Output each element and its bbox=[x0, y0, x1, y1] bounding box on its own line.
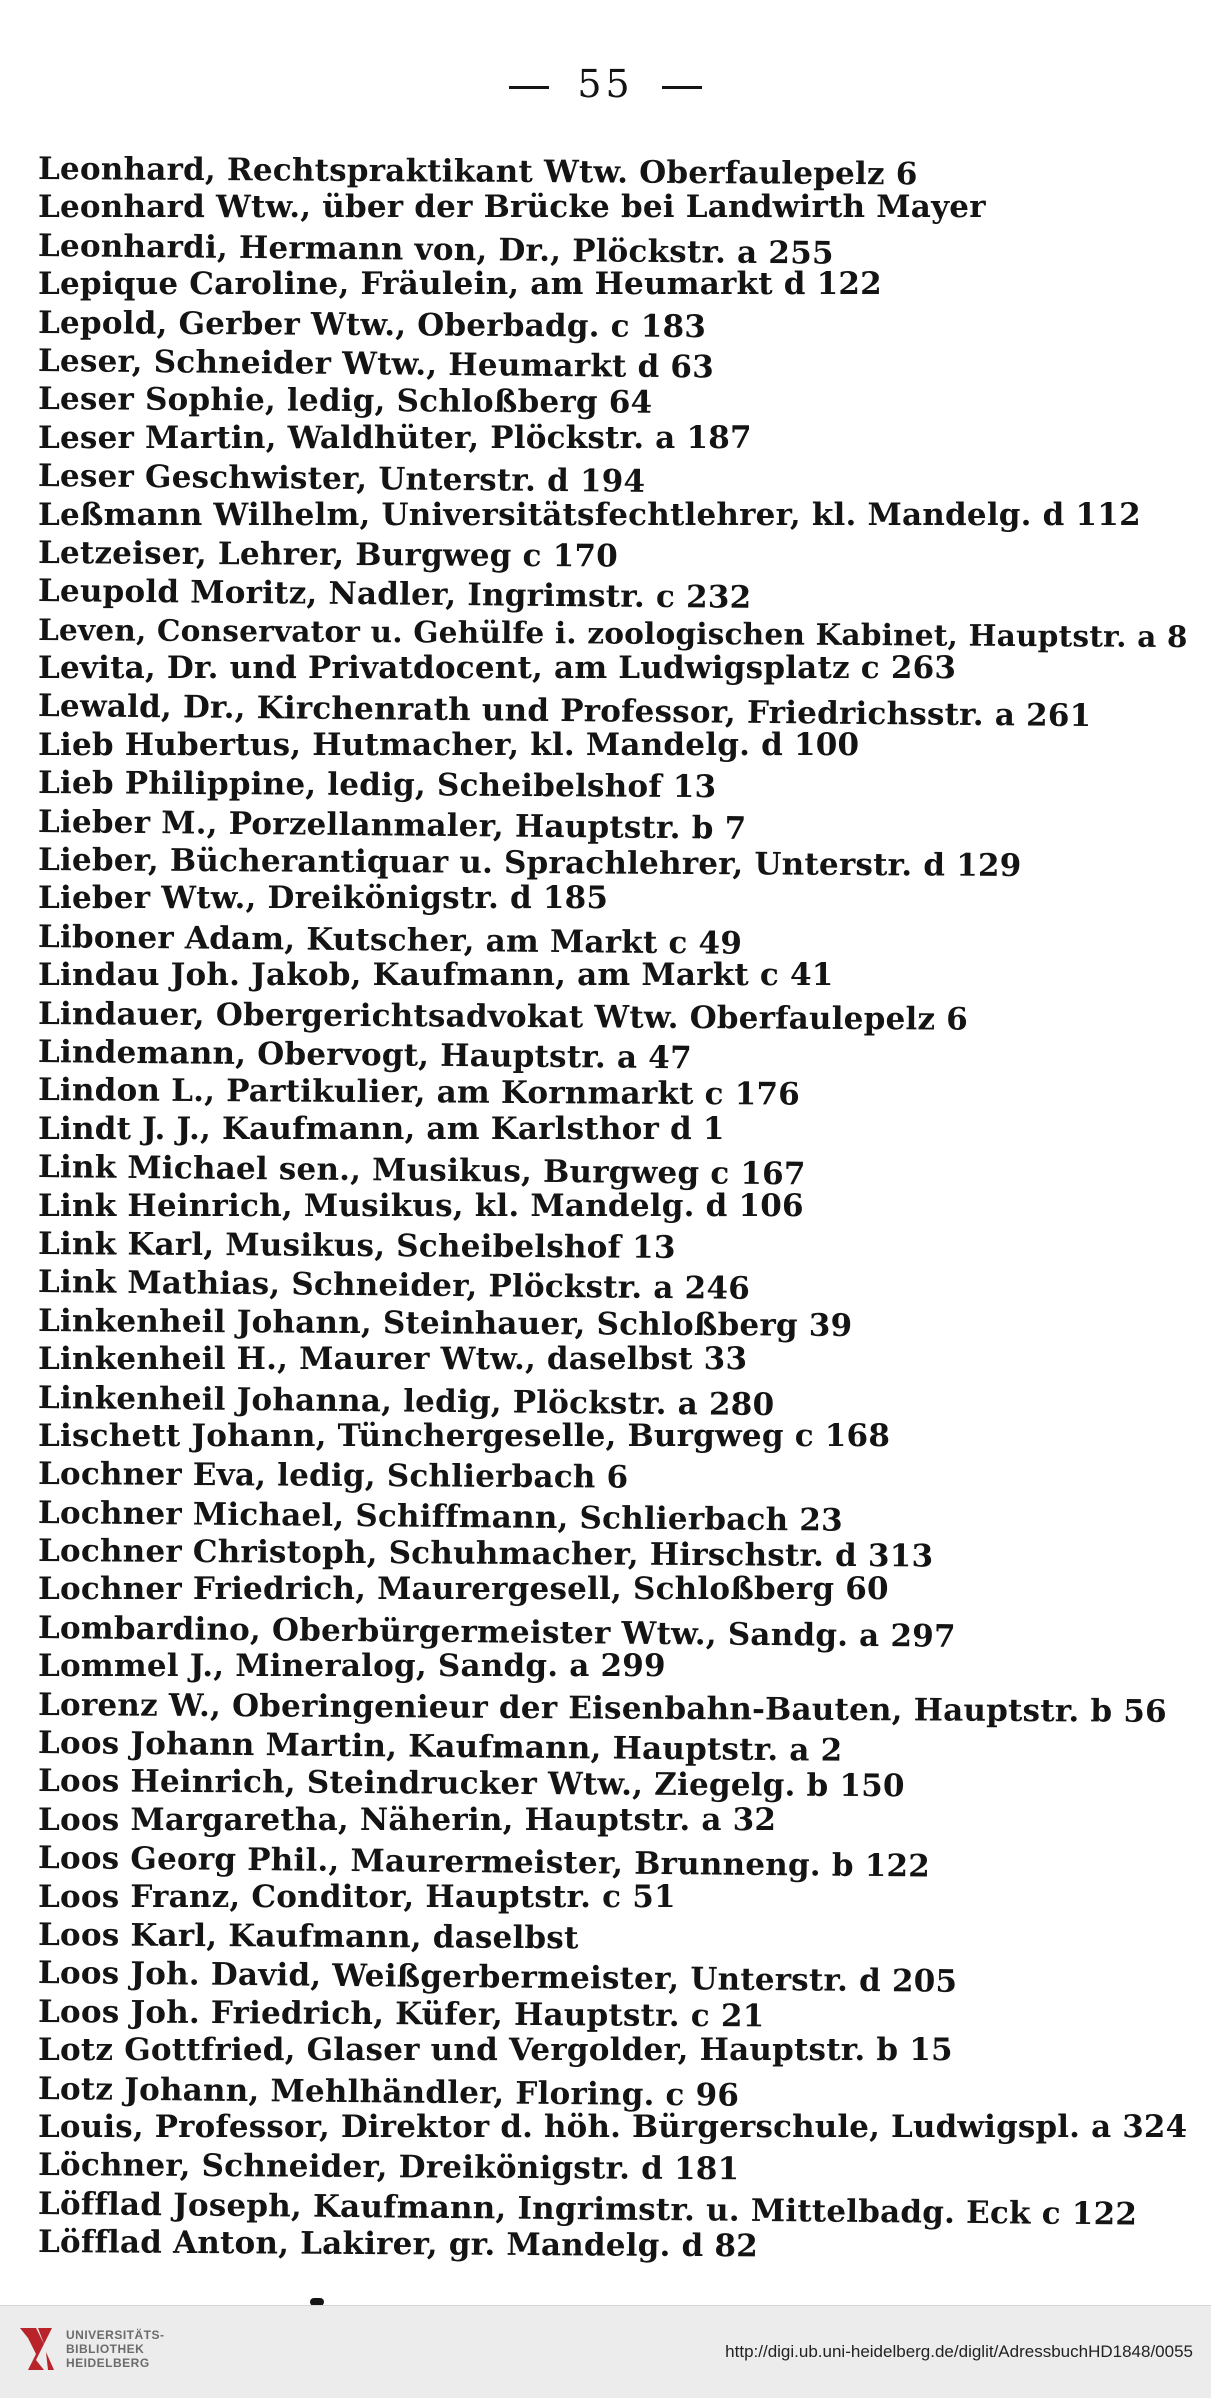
directory-entry: Löfflad Anton, Lakirer, gr. Mandelg. d 82 bbox=[37, 2224, 759, 2265]
directory-entry: Lepique Caroline, Fräulein, am Heumarkt d 122 bbox=[38, 266, 882, 303]
directory-entry: Leonhard, Rechtspraktikant Wtw. Oberfaulepelz 6 bbox=[37, 151, 918, 193]
directory-entry: Lochner Michael, Schiffmann, Schlierbach 23 bbox=[37, 1494, 844, 1539]
directory-entry: Leonhardi, Hermann von, Dr., Plöckstr. a 255 bbox=[37, 227, 834, 272]
directory-entry: Linkenheil Johann, Steinhauer, Schloßberg 39 bbox=[37, 1302, 853, 1344]
directory-entry: Leupold Moritz, Nadler, Ingrimstr. c 232 bbox=[37, 573, 752, 617]
directory-entry: Leven, Conservator u. Gehülfe i. zoologischen Kabinet, Hauptstr. a 8 bbox=[37, 611, 1188, 654]
directory-entry: Link Michael sen., Musikus, Burgweg c 167 bbox=[37, 1149, 806, 1193]
directory-entry: Letzeiser, Lehrer, Burgweg c 170 bbox=[37, 534, 619, 575]
directory-entry: Leßmann Wilhelm, Universitätsfechtlehrer, kl. Mandelg. d 112 bbox=[38, 496, 1141, 533]
directory-entry: Lochner Christoph, Schuhmacher, Hirschstr. d 313 bbox=[37, 1533, 934, 1575]
directory-entry: Link Karl, Musikus, Scheibelshof 13 bbox=[37, 1225, 676, 1266]
directory-entry-list bbox=[37, 150, 1188, 2265]
directory-entry: Lorenz W., Oberingenieur der Eisenbahn-Bauten, Hauptstr. b 56 bbox=[37, 1686, 1167, 1730]
directory-entry: Lieb Hubertus, Hutmacher, kl. Mandelg. d 100 bbox=[38, 726, 860, 763]
directory-entry: Lindt J. J., Kaufmann, am Karlsthor d 1 bbox=[38, 1110, 725, 1147]
directory-entry: Loos Margaretha, Näherin, Hauptstr. a 32 bbox=[38, 1801, 777, 1838]
directory-entry: Leser Martin, Waldhüter, Plöckstr. a 187 bbox=[38, 419, 752, 456]
directory-entry: Lochner Friedrich, Maurergesell, Schloßberg 60 bbox=[38, 1571, 889, 1608]
directory-entry: Lewald, Dr., Kirchenrath und Professor, Friedrichsstr. a 261 bbox=[37, 688, 1092, 735]
library-name bbox=[66, 2328, 165, 2370]
library-name-line-1: UNIVERSITÄTS- bbox=[66, 2328, 165, 2342]
directory-entry: Lepold, Gerber Wtw., Oberbadg. c 183 bbox=[37, 304, 707, 345]
directory-entry: Loos Karl, Kaufmann, daselbst bbox=[37, 1916, 579, 1957]
university-library-logo-icon bbox=[14, 2324, 58, 2374]
directory-entry: Lindau Joh. Jakob, Kaufmann, am Markt c 41 bbox=[38, 957, 834, 994]
directory-entry: Levita, Dr. und Privatdocent, am Ludwigsplatz c 263 bbox=[38, 650, 957, 687]
directory-entry: Loos Heinrich, Steindrucker Wtw., Ziegelg. b 150 bbox=[37, 1763, 905, 1805]
directory-entry: Lindemann, Obervogt, Hauptstr. a 47 bbox=[37, 1033, 692, 1077]
header-dash-left bbox=[509, 86, 549, 89]
directory-entry: Lindon L., Partikulier, am Kornmarkt c 176 bbox=[37, 1072, 801, 1114]
directory-entry: Lotz Gottfried, Glaser und Vergolder, Hauptstr. b 15 bbox=[38, 2032, 953, 2069]
directory-entry: Leser Geschwister, Unterstr. d 194 bbox=[37, 458, 646, 500]
directory-entry: Lieb Philippine, ledig, Scheibelshof 13 bbox=[37, 765, 717, 806]
library-name-line-3: HEIDELBERG bbox=[66, 2356, 150, 2370]
directory-entry: Loos Georg Phil., Maurermeister, Brunneng. b 122 bbox=[37, 1840, 931, 1885]
directory-entry: Lieber M., Porzellanmaler, Hauptstr. b 7 bbox=[37, 803, 747, 847]
directory-entry: Linkenheil H., Maurer Wtw., daselbst 33 bbox=[38, 1341, 748, 1378]
directory-entry: Linkenheil Johanna, ledig, Plöckstr. a 280 bbox=[37, 1379, 775, 1423]
directory-entry: Leser Sophie, ledig, Schloßberg 64 bbox=[37, 381, 653, 422]
directory-entry: Loos Johann Martin, Kaufmann, Hauptstr. a 2 bbox=[37, 1725, 843, 1769]
footer-bar bbox=[0, 2305, 1211, 2398]
directory-entry: Louis, Professor, Direktor d. höh. Bürgerschule, Ludwigspl. a 324 bbox=[38, 2108, 1188, 2145]
source-url[interactable]: http://digi.ub.uni-heidelberg.de/diglit/AdressbuchHD1848/0055 bbox=[725, 2342, 1193, 2361]
directory-entry: Liboner Adam, Kutscher, am Markt c 49 bbox=[37, 918, 743, 962]
directory-entry: Lombardino, Oberbürgermeister Wtw., Sandg. a 297 bbox=[37, 1609, 956, 1655]
directory-entry: Löfflad Joseph, Kaufmann, Ingrimstr. u. Mittelbadg. Eck c 122 bbox=[37, 2185, 1138, 2233]
directory-entry: Lommel J., Mineralog, Sandg. a 299 bbox=[38, 1648, 666, 1685]
directory-entry: Loos Joh. David, Weißgerbermeister, Unterstr. d 205 bbox=[37, 1955, 958, 2001]
library-name-line-2: BIBLIOTHEK bbox=[66, 2342, 145, 2356]
directory-entry: Lochner Eva, ledig, Schlierbach 6 bbox=[37, 1456, 629, 1496]
directory-entry: Link Mathias, Schneider, Plöckstr. a 246 bbox=[37, 1264, 751, 1308]
directory-entry: Link Heinrich, Musikus, kl. Mandelg. d 106 bbox=[38, 1187, 804, 1224]
directory-entry: Loos Joh. Friedrich, Küfer, Hauptstr. c 21 bbox=[37, 1993, 765, 2035]
directory-entry: Loos Franz, Conditor, Hauptstr. c 51 bbox=[38, 1878, 676, 1915]
directory-entry: Löchner, Schneider, Dreikönigstr. d 181 bbox=[37, 2147, 740, 2188]
directory-entry: Lischett Johann, Tünchergeselle, Burgweg c 168 bbox=[38, 1417, 891, 1454]
directory-entry: Lotz Johann, Mehlhändler, Floring. c 96 bbox=[37, 2070, 740, 2114]
header-dash-right bbox=[662, 86, 702, 89]
directory-entry: Leonhard Wtw., über der Brücke bei Landwirth Mayer bbox=[38, 189, 986, 226]
directory-entry: Leser, Schneider Wtw., Heumarkt d 63 bbox=[37, 342, 715, 386]
directory-entry: Lieber Wtw., Dreikönigstr. d 185 bbox=[38, 880, 609, 917]
directory-entry: Lieber, Bücherantiquar u. Sprachlehrer, Unterstr. d 129 bbox=[37, 842, 1022, 885]
page-header bbox=[0, 62, 1211, 106]
directory-entry: Lindauer, Obergerichtsadvokat Wtw. Oberfaulepelz 6 bbox=[37, 995, 969, 1038]
page-number: 55 bbox=[577, 62, 634, 106]
